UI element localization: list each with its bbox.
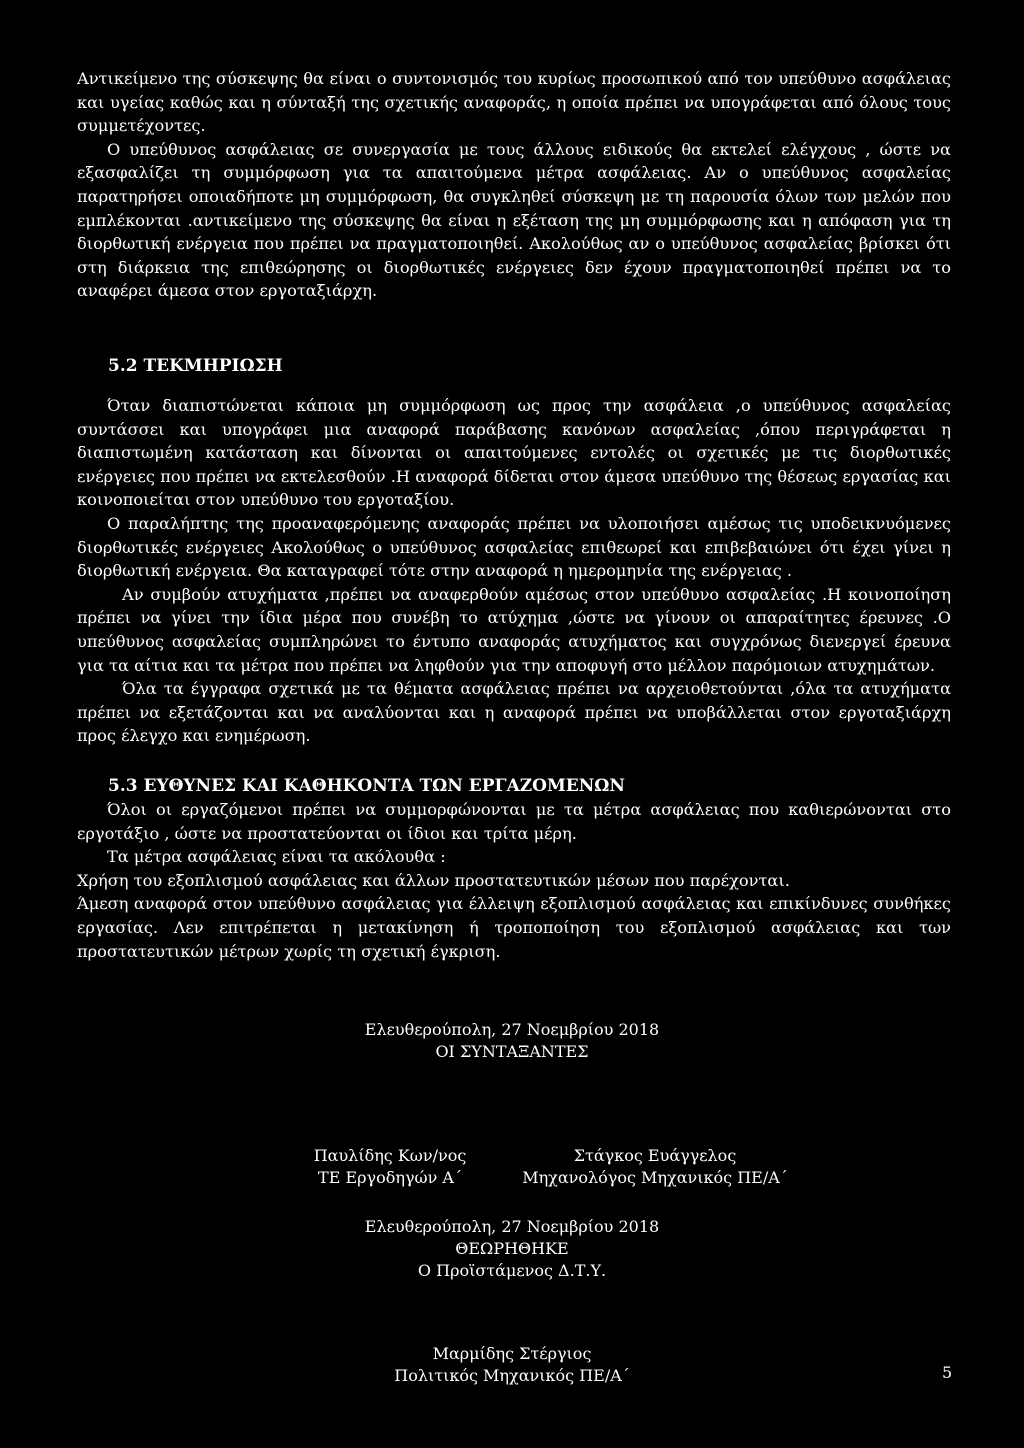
section-5-3-paragraph-4: Άμεση αναφορά στον υπεύθυνο ασφάλειας για έλλειψη εξοπλισμού ασφάλειας και επικίνδυνες συνθήκες εργασίας. Λεν επιτρέπεται η μετακίνηση ή τροποποίηση του εξοπλισμού ασφάλειας και των προστατευτικών μέτρων χωρίς τη σχετική έγκριση.	[77, 894, 951, 961]
section-5-2-paragraph-1: Όταν διαπιστώνεται κάποια μη συμμόρφωση ως προς την ασφάλεια ,ο υπεύθυνος ασφαλείας συντάσσει και υπογράφει μια αναφορά παράβασης κανόνων ασφαλείας ,όπου περιγράφεται η διαπιστωμένη κατάσταση και δίνονται οι απαιτούμενες εντολές οι σχετικές με τις διορθωτικές ενέργειες που πρέπει να εκτελεσθούν .Η αναφορά δίδεται στον άμεσα υπεύθυνο της θέσεως εργασίας και κοινοποιείται στον υπεύθυνο του εργοταξίου.	[77, 396, 951, 510]
signatory-role: Μηχανολόγος Μηχανικός ΠΕ/Α΄	[522, 1168, 788, 1187]
signoff-title: ΟΙ ΣΥΝΤΑΞΑΝΤΕΣ	[435, 1042, 589, 1061]
signoff-authors	[312, 1019, 712, 1063]
page-number: 5	[942, 1363, 953, 1382]
signatory-2	[510, 1145, 800, 1189]
section-5-2-paragraph-3: Αν συμβούν ατυχήματα ,πρέπει να αναφερθούν αμέσως στον υπεύθυνο ασφαλείας .Η κοινοποίηση πρέπει να γίνει την ίδια μέρα που συνέβη το ατύχημα ,ώστε να γίνουν οι απαραίτητες έρευνες .Ο υπεύθυνος ασφαλείας συμπληρώνει το έντυπο αναφοράς ατυχήματος και συγχρόνως διενεργεί έρευνα για τα αίτια και τα μέτρα που πρέπει να ληφθούν για την αποφυγή στο μέλλον παρόμοιων ατυχημάτων.	[77, 584, 951, 675]
signatory-name: Στάγκος Ευάγγελος	[573, 1146, 737, 1165]
section-5-2-paragraph-2: Ο παραλήπτης της προαναφερόμενης αναφοράς πρέπει να υλοποιήσει αμέσως τις υποδεικνυόμενες διορθωτικές ενέργειες Ακολούθως ο υπεύθυνος ασφαλείας επιθεωρεί και επιβεβαιώνει ότι έχει γίνει η διορθωτική ενέργεια. Θα καταγραφεί τότε στην αναφορά η ημερομηνία της ενέργειας .	[77, 513, 951, 581]
intro-section	[77, 67, 951, 303]
intro-paragraph-2: Ο υπεύθυνος ασφάλειας σε συνεργασία με τους άλλους ειδικούς θα εκτελεί ελέγχους , ώστε να εξασφαλίζει τη συμμόρφωση για τα απαιτούμενα μέτρα ασφάλειας. Αν ο υπεύθυνος ασφαλείας παρατηρήσει οποιαδήποτε μη συμμόρφωση, θα συγκληθεί σύσκεψη με τη παρουσία όλων των μελών που εμπλέκονται .αντικείμενο της σύσκεψης θα είναι η εξέταση της μη συμμόρφωσης και η απόφαση για τη διορθωτική ενέργεια που πρέπει να πραγματοποιηθεί. Ακολούθως αν ο υπεύθυνος ασφαλείας βρίσκει ότι στη διάρκεια της επιθεώρησης οι διορθωτικές ενέργειες δεν έχουν πραγματοποιηθεί πρέπει να το αναφέρει άμεσα στον εργοταξιάρχη.	[77, 139, 951, 301]
signoff-place-date: Ελευθερούπολη, 27 Νοεμβρίου 2018	[364, 1020, 660, 1039]
signatory-name: Παυλίδης Κων/νος	[313, 1146, 467, 1165]
section-5-2-heading: 5.2 ΤΕΚΜΗΡΙΩΣΗ	[108, 356, 283, 376]
signatory-1	[270, 1145, 510, 1189]
section-5-3-paragraph-1: Όλοι οι εργαζόμενοι πρέπει να συμμορφώνονται με τα μέτρα ασφάλειας που καθιερώνονται στο εργοτάξιο , ώστε να προστατεύονται οι ίδιοι και τρίτα μέρη.	[77, 800, 951, 843]
section-5-2-body	[77, 394, 951, 748]
section-5-3-paragraph-3: Χρήση του εξοπλισμού ασφάλειας και άλλων προστατευτικών μέσων που παρέχονται.	[77, 870, 790, 890]
final-signatory	[362, 1343, 662, 1387]
signatory-role: ΤΕ Εργοδηγών Α΄	[318, 1168, 462, 1187]
signoff-approval	[312, 1216, 712, 1282]
approval-place-date: Ελευθερούπολη, 27 Νοεμβρίου 2018	[364, 1217, 660, 1236]
final-signatory-name: Μαρμίδης Στέργιος	[432, 1344, 592, 1363]
intro-paragraph-1: Αντικείμενο της σύσκεψης θα είναι ο συντονισμός του κυρίως προσωπικού από τον υπεύθυνο ασφάλειας και υγείας καθώς και η σύνταξή της σχετικής αναφοράς, η οποία πρέπει να υπογράφεται από όλους τους συμμετέχοντες.	[77, 69, 951, 136]
section-5-3-body	[77, 798, 951, 963]
approval-title: Ο Προϊστάμενος Δ.Τ.Υ.	[417, 1261, 607, 1280]
section-5-3-heading: 5.3 ΕΥΘΥΝΕΣ ΚΑΙ ΚΑΘΗΚΟΝΤΑ ΤΩΝ ΕΡΓΑΖΟΜΕΝΩΝ	[108, 776, 625, 796]
final-signatory-role: Πολιτικός Μηχανικός ΠΕ/Α΄	[394, 1366, 630, 1385]
section-5-2-paragraph-4: Όλα τα έγγραφα σχετικά με τα θέματα ασφάλειας πρέπει να αρχειοθετούνται ,όλα τα ατυχήματα πρέπει να εξετάζονται και να αναλύονται και η αναφορά πρέπει να υποβάλλεται στον εργοταξιάρχη προς έλεγχο και ενημέρωση.	[77, 679, 951, 746]
section-5-3-paragraph-2: Τα μέτρα ασφάλειας είναι τα ακόλουθα :	[107, 847, 446, 867]
approval-status: ΘΕΩΡΗΘΗΚΕ	[455, 1239, 569, 1258]
